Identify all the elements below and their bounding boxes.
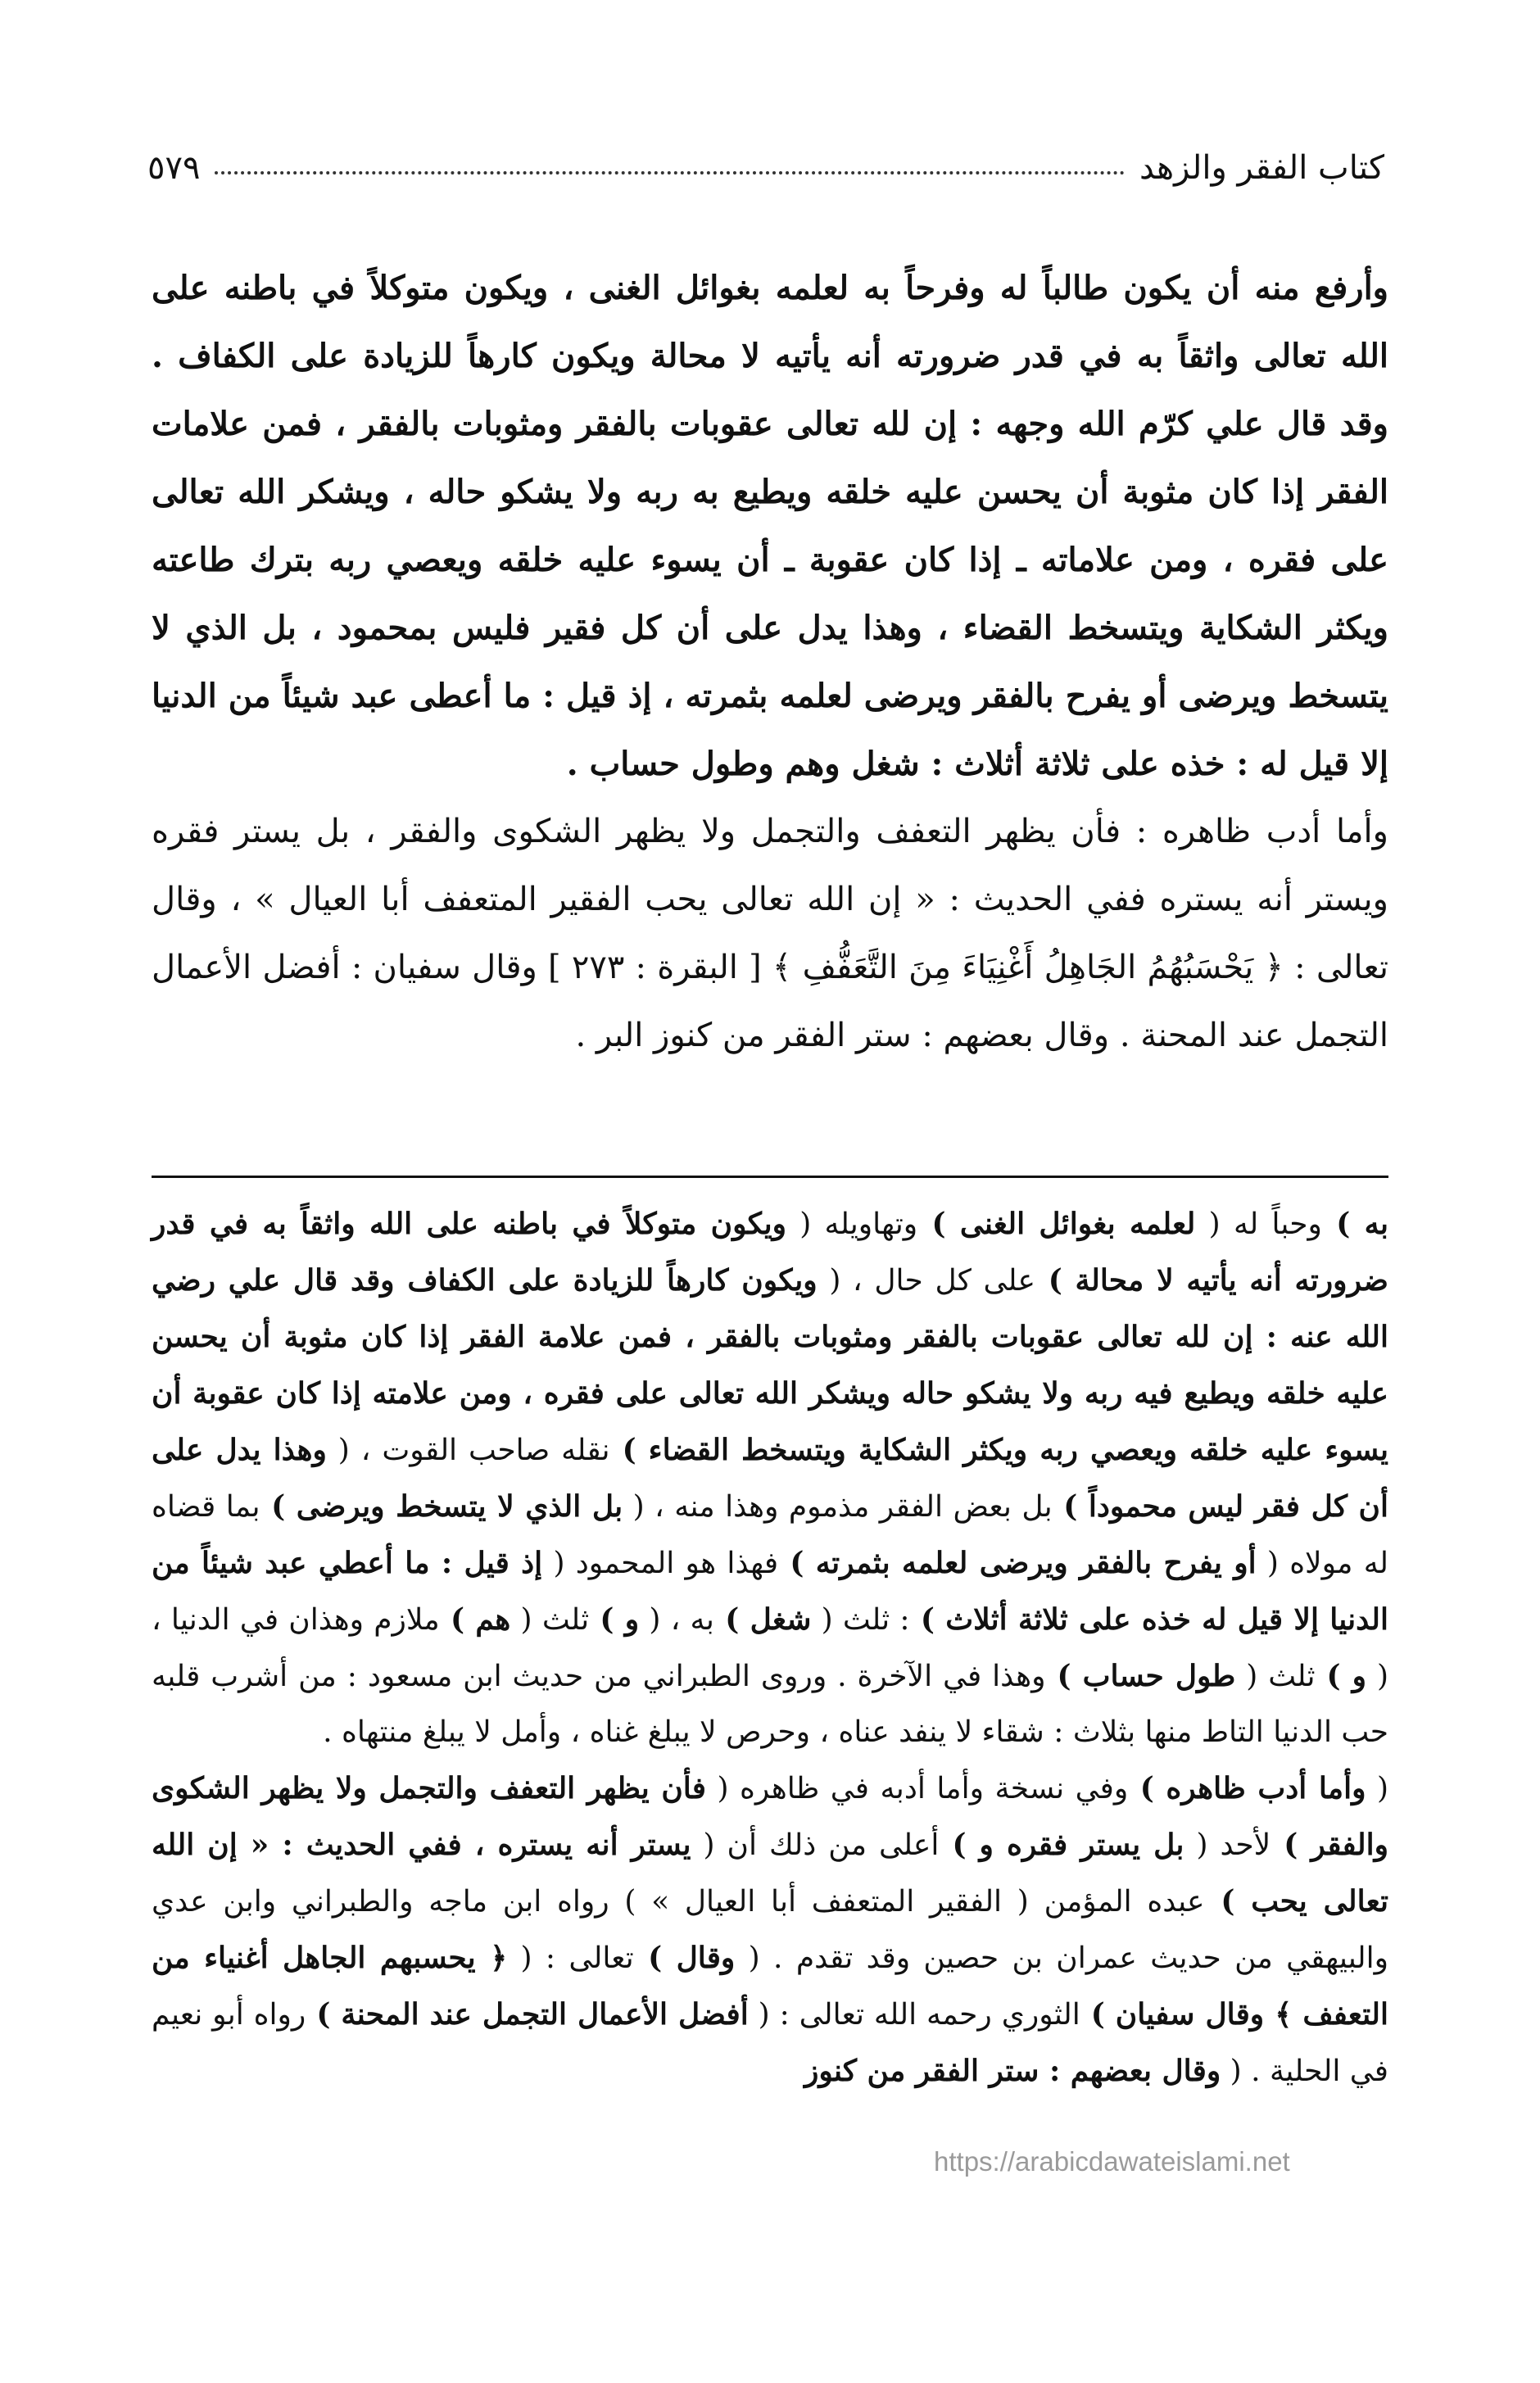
commentary-gloss-text: رواه أبو نعيم في الحلية . ( <box>152 1998 1388 2088</box>
main-paragraph-1: وأرفع منه أن يكون طالباً له وفرحاً به لعلمه بغوائل الغنى ، ويكون متوكلاً في باطنه على الله تعالى واثقاً به في قدر ضرورته أنه يأتيه لا محالة ويكون كارهاً للزيادة على الكفاف . وقد قال علي كرّم الله وجهه : إن لله تعالى عقوبات بالفقر ومثوبات بالفقر ، فمن علامات الفقر إذا كان مثوبة أن يحسن عليه خلقه ويطيع به ربه ولا يشكو حاله ، ويشكر الله تعالى على فقره ، ومن علاماته ـ إذا كان عقوبة ـ أن يسوء عليه خلقه ويعصي ربه بترك طاعته ويكثر الشكاية ويتسخط القضاء ، وهذا يدل على أن كل فقير فليس بمحمود ، بل الذي لا يتسخط ويرضى أو يفرح بالفقر ويرضى لعلمه بثمرته ، إذ قيل : ما أعطى عبد شيئاً من الدنيا إلا قيل له : خذه على ثلاثة أثلاث : شغل وهم وطول حساب . <box>152 269 1389 783</box>
commentary-quoted-text: بل الذي لا يتسخط ويرضى ) <box>260 1489 623 1524</box>
commentary-gloss-text: على كل حال ، ( <box>817 1264 1035 1298</box>
chapter-title: كتاب الفقر والزهد <box>1139 149 1384 187</box>
commentary-gloss-text: تعالى : ( <box>507 1941 634 1975</box>
commentary-quoted-text: و ) <box>1315 1659 1367 1693</box>
commentary-gloss-text: لأحد ( <box>1184 1828 1271 1862</box>
commentary-gloss-text: ( <box>1366 1772 1388 1805</box>
commentary-quoted-text: إذ قيل : ما أعطي عبد شيئاً من الدنيا إلا قيل له خذه على ثلاثة أثلاث ) <box>152 1546 1389 1637</box>
commentary-quoted-text: وأما أدب ظاهره ) <box>1128 1771 1366 1805</box>
commentary-quoted-text: أفضل الأعمال التجمل عند المحنة ) <box>306 1997 749 2032</box>
commentary-gloss-text: ثلث ( <box>510 1603 590 1637</box>
commentary-quoted-text: شغل ) <box>713 1602 812 1637</box>
dotted-leader <box>215 152 1125 174</box>
commentary-gloss-text: : ثلث ( <box>811 1603 910 1637</box>
commentary-gloss-text: فهذا هو المحمود ( <box>542 1547 779 1580</box>
commentary-gloss-text: عبده المؤمن ( الفقير المتعفف أبا العيال » ) رواه ابن ماجه والطبراني وابن عدي والبيهقي من حديث عمران بن حصين وقد تقدم . ( <box>152 1885 1388 1975</box>
commentary-quoted-text: وهذا يدل على أن كل فقر ليس محموداً ) <box>152 1433 1388 1524</box>
main-paragraph-2: وأما أدب ظاهره : فأن يظهر التعفف والتجمل ولا يظهر الشكوى والفقر ، بل يستر فقره ويستر أنه يستره ففي الحديث : « إن الله تعالى يحب الفقير المتعفف أبا العيال » ، وقال تعالى : ﴿ يَحْسَبُهُمُ الجَاهِلُ أَغْنِيَاءَ مِنَ التَّعَفُّفِ ﴾ [ البقرة : ٢٧٣ ] وقال سفيان : أفضل الأعمال التجمل عند المحنة . وقال بعضهم : ستر الفقر من كنوز البر . <box>152 813 1389 1054</box>
commentary-gloss-text: وهذا في الآخرة . وروى الطبراني من حديث ابن مسعود : من أشرب قلبه حب الدنيا التاط منها بثلاث : شقاء لا ينفد عناه ، وحرص لا يبلغ غناه ، وأمل لا يبلغ منتهاه . <box>152 1660 1388 1749</box>
commentary-quoted-text: أو يفرح بالفقر ويرضى لعلمه بثمرته ) <box>778 1546 1257 1580</box>
commentary-gloss-text: أعلى من ذلك أن ( <box>691 1828 940 1862</box>
commentary-quoted-text: و ) <box>589 1602 640 1637</box>
commentary-paragraph-2 <box>152 1760 1388 2100</box>
commentary-quoted-text: يستر أنه يستره ، ففي الحديث : « إن الله تعالى يحب ) <box>152 1828 1388 1919</box>
commentary-gloss-text: ملازم وهذان في الدنيا ، ( <box>152 1603 1389 1693</box>
commentary-quoted-text: فأن يظهر التعفف والتجمل ولا يظهر الشكوى والفقر ) <box>152 1771 1388 1862</box>
commentary-quoted-text: طول حساب ) <box>1045 1659 1236 1693</box>
watermark-url: https://arabicdawateislami.net <box>934 2146 1290 2177</box>
commentary-gloss-text: بما قضاه له مولاه ( <box>152 1490 1389 1580</box>
commentary-gloss-text: وحباً له ( <box>1195 1207 1322 1241</box>
page-number: ٥٧٩ <box>147 149 201 187</box>
commentary-quoted-text: وقال ) <box>633 1941 736 1975</box>
commentary-gloss-text: بل بعض الفقر مذموم وهذا منه ، ( <box>623 1490 1053 1524</box>
commentary-quoted-text: بل يستر فقره و ) <box>939 1828 1184 1862</box>
main-text <box>152 254 1388 1070</box>
commentary-quoted-text: ويكون متوكلاً في باطنه على الله واثقاً به في قدر ضرورته أنه يأتيه لا محالة ) <box>152 1207 1388 1298</box>
commentary-quoted-text: ويكون كارهاً للزيادة على الكفاف وقد قال علي رضي الله عنه : إن لله تعالى عقوبات بالفقر ومثوبات بالفقر ، فمن علامة الفقر إذا كان مثوبة أن يحسن عليه خلقه ويطيع فيه ربه ولا يشكو حاله ويشكر الله تعالى على فقره ، ومن علامته إذا كان عقوبة أن يسوء عليه خلقه ويعصي ربه ويكثر الشكاية ويتسخط القضاء ) <box>152 1263 1388 1467</box>
commentary-gloss-text: وفي نسخة وأما أدبه في ظاهره ( <box>705 1772 1129 1805</box>
commentary-gloss-text: ثلث ( <box>1235 1660 1316 1693</box>
running-header <box>147 143 1384 193</box>
commentary-quoted-text: هم ) <box>439 1602 511 1637</box>
commentary-quoted-text: لعلمه بغوائل الغنى ) <box>917 1207 1196 1241</box>
commentary-gloss-text: به ، ( <box>639 1603 714 1637</box>
commentary <box>152 1196 1388 2100</box>
commentary-quoted-text: وقال بعضهم : ستر الفقر من كنوز <box>804 2054 1221 2088</box>
separator-rule <box>152 1176 1388 1178</box>
commentary-quoted-text: ﴿ يحسبهم الجاهل أغنياء من التعفف ﴾ وقال سفيان ) <box>152 1941 1388 2032</box>
commentary-gloss-text: نقله صاحب القوت ، ( <box>326 1434 610 1467</box>
commentary-quoted-text: به ) <box>1321 1207 1388 1241</box>
commentary-gloss-text: الثوري رحمه الله تعالى : ( <box>748 1998 1080 2032</box>
commentary-gloss-text: وتهاويله ( <box>786 1207 918 1241</box>
commentary-paragraph-1 <box>152 1196 1388 1760</box>
